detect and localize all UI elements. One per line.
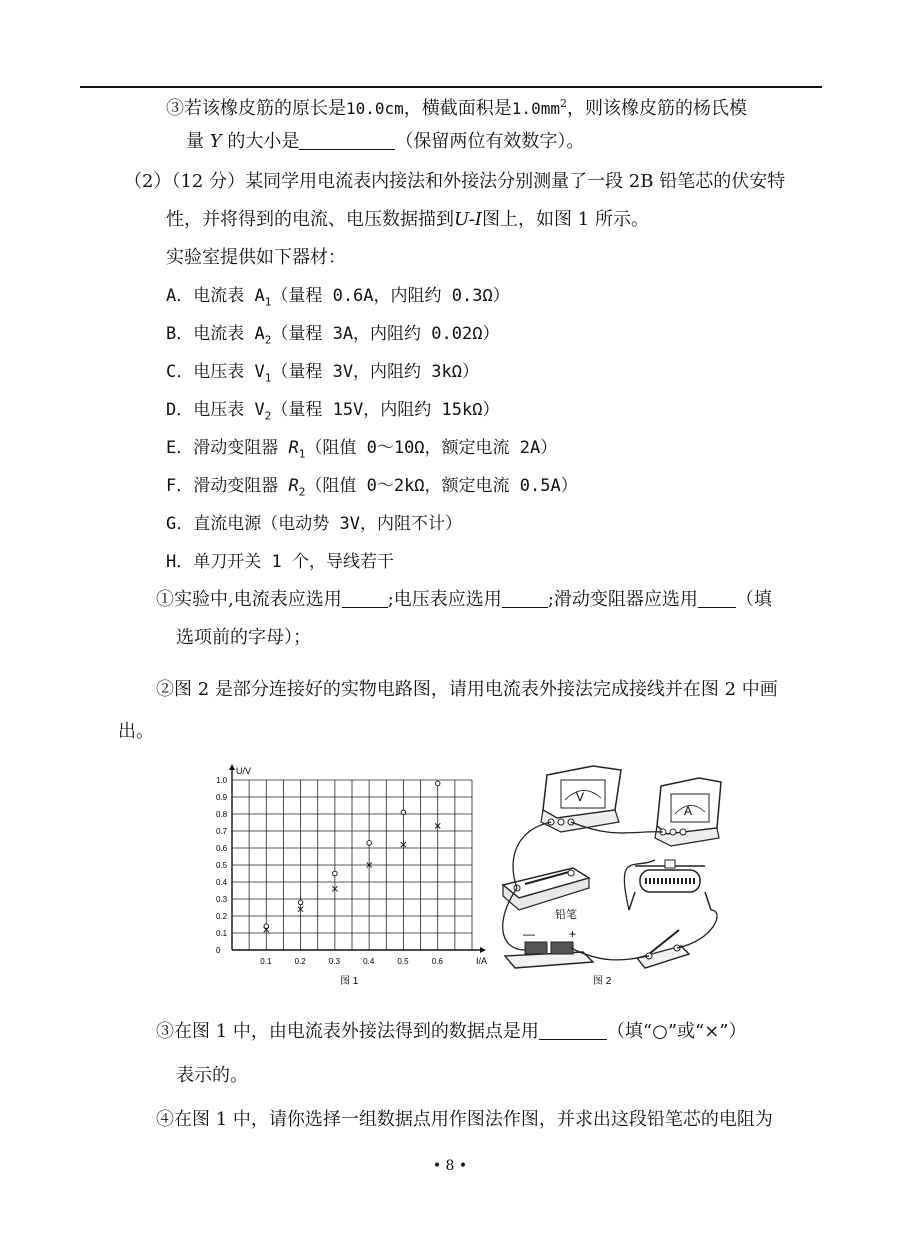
q1-line-2: 选项前的字母）； xyxy=(176,627,311,648)
x-tick-label: 0.5 xyxy=(397,957,409,966)
q1-text-d: （填 xyxy=(735,589,772,610)
voltmeter-device xyxy=(541,766,621,832)
q3-area-sup: 2 xyxy=(559,97,567,110)
q1-voltmeter-blank[interactable] xyxy=(502,589,548,608)
y-tick-label: 0.8 xyxy=(216,810,228,819)
pencil-label: 铅笔 xyxy=(555,909,577,921)
data-point-circle xyxy=(435,781,440,786)
q3-text-6: （保留两位有效数字）。 xyxy=(395,131,585,152)
option-g: G．直流电源（电动势 3V，内阻不计） xyxy=(166,514,462,534)
option-c: C．电压表 $V_1$（量程 3V，内阻约 3kΩ） xyxy=(166,362,479,385)
battery-device xyxy=(505,927,593,968)
part2-heading: （2）（12 分）某同学用电流表内接法和外接法分别测量了一段 2B 铅笔芯的伏安特 xyxy=(124,171,786,192)
q1-text-c: ;滑动变阻器应选用 xyxy=(547,589,698,610)
y-tick-label: 1.0 xyxy=(216,776,228,785)
q2-line-1: ②图 2 是部分连接好的实物电路图，请用电流表外接法完成接线并在图 2 中画 xyxy=(156,679,778,700)
y-axis-label: U/V xyxy=(236,766,252,776)
option-h: H．单刀开关 1 个，导线若干 xyxy=(166,552,394,572)
q1-line-1 xyxy=(156,588,772,612)
data-point-circle xyxy=(298,900,303,905)
part2-text-a: 性，并将得到的电流、电压数据描到 xyxy=(166,209,454,230)
y-tick-label: 0.2 xyxy=(216,912,228,921)
x-tick-label: 0.1 xyxy=(260,957,272,966)
data-point-circle xyxy=(367,841,372,846)
y-tick-label: 0.5 xyxy=(216,861,228,870)
x-tick-label: 0.2 xyxy=(294,957,306,966)
ammeter-device xyxy=(655,778,721,846)
battery-plus: + xyxy=(569,927,577,941)
q2-line-2: 出。 xyxy=(118,721,154,742)
part2-text-b: 图上，如图 1 所示。 xyxy=(482,209,649,230)
option-d: D．电压表 $V_2$（量程 15V，内阻约 15kΩ） xyxy=(166,400,500,423)
q3-var-y: Y xyxy=(209,131,222,152)
part2-line-2 xyxy=(166,208,649,232)
y-tick-label: 0 xyxy=(216,946,221,955)
q3b-line-2: 表示的。 xyxy=(176,1065,248,1086)
switch-device xyxy=(637,930,689,968)
figure-1-ui-chart xyxy=(200,760,500,990)
figure-2-caption: 图 2 xyxy=(593,976,612,987)
q3-answer-blank[interactable] xyxy=(299,131,395,150)
q3b-text-a: ③在图 1 中，由电流表外接法得到的数据点是用 xyxy=(156,1021,539,1042)
figure-2-circuit xyxy=(485,760,730,990)
q3-line-1 xyxy=(166,92,747,121)
q1-ammeter-blank[interactable] xyxy=(342,589,388,608)
battery-minus: — xyxy=(523,927,535,941)
option-f: F．滑动变阻器 $R_2$（阻值 0～2kΩ，额定电流 0.5A） xyxy=(166,476,578,499)
q3-text-1: ③若该橡皮筋的原长是 xyxy=(166,98,346,119)
q3b-answer-blank[interactable] xyxy=(539,1021,607,1040)
part2-var-ui: U-I xyxy=(454,209,483,230)
ammeter-label: A xyxy=(684,804,693,818)
data-point-circle xyxy=(401,810,406,815)
q3-text-5: 的大小是 xyxy=(227,131,300,152)
q3-text-4: 量 xyxy=(186,131,204,152)
y-tick-label: 0.6 xyxy=(216,844,228,853)
x-tick-label: 0.3 xyxy=(328,957,340,966)
pencil-lead-holder xyxy=(503,868,589,921)
q3-area: 1.0mm xyxy=(511,99,560,118)
y-tick-label: 0.9 xyxy=(216,793,228,802)
header-rule xyxy=(80,86,822,88)
option-e: E．滑动变阻器 $R_1$（阻值 0～10Ω，额定电流 2A） xyxy=(166,438,558,461)
y-tick-label: 0.1 xyxy=(216,929,228,938)
page-number: • 8 • xyxy=(432,1158,468,1174)
y-tick-label: 0.7 xyxy=(216,827,228,836)
y-tick-label: 0.3 xyxy=(216,895,228,904)
y-axis-arrow xyxy=(229,764,235,770)
equipment-title: 实验室提供如下器材： xyxy=(166,247,346,268)
option-b: B．电流表 $A_2$（量程 3A，内阻约 0.02Ω） xyxy=(166,324,500,347)
figure-1-caption: 图 1 xyxy=(340,976,359,987)
q3b-text-b: （填“○”或“×”） xyxy=(606,1021,747,1042)
q1-text-a: ①实验中,电流表应选用 xyxy=(156,589,342,610)
y-tick-label: 0.4 xyxy=(216,878,228,887)
x-tick-label: 0.4 xyxy=(363,957,375,966)
data-point-circle xyxy=(333,871,338,876)
q4-line-1: ④在图 1 中，请你选择一组数据点用作图法作图，并求出这段铅笔芯的电阻为 xyxy=(156,1109,773,1130)
q3-text-2: ，横截面积是 xyxy=(403,98,512,119)
q1-text-b: ;电压表应选用 xyxy=(387,589,502,610)
x-tick-label: 0.6 xyxy=(431,957,443,966)
q3-text-3: ，则该橡皮筋的杨氏模 xyxy=(566,98,747,119)
q1-rheostat-blank[interactable] xyxy=(698,589,736,608)
voltmeter-label: V xyxy=(576,790,585,804)
q3-length: 10.0cm xyxy=(346,99,404,118)
option-a: A．电流表 $A_1$（量程 0.6A，内阻约 0.3Ω） xyxy=(166,286,510,309)
x-axis-label: I/A xyxy=(476,956,488,966)
q3-line-2 xyxy=(186,130,584,154)
q3b-line-1 xyxy=(156,1020,747,1044)
rheostat-device xyxy=(629,860,711,910)
